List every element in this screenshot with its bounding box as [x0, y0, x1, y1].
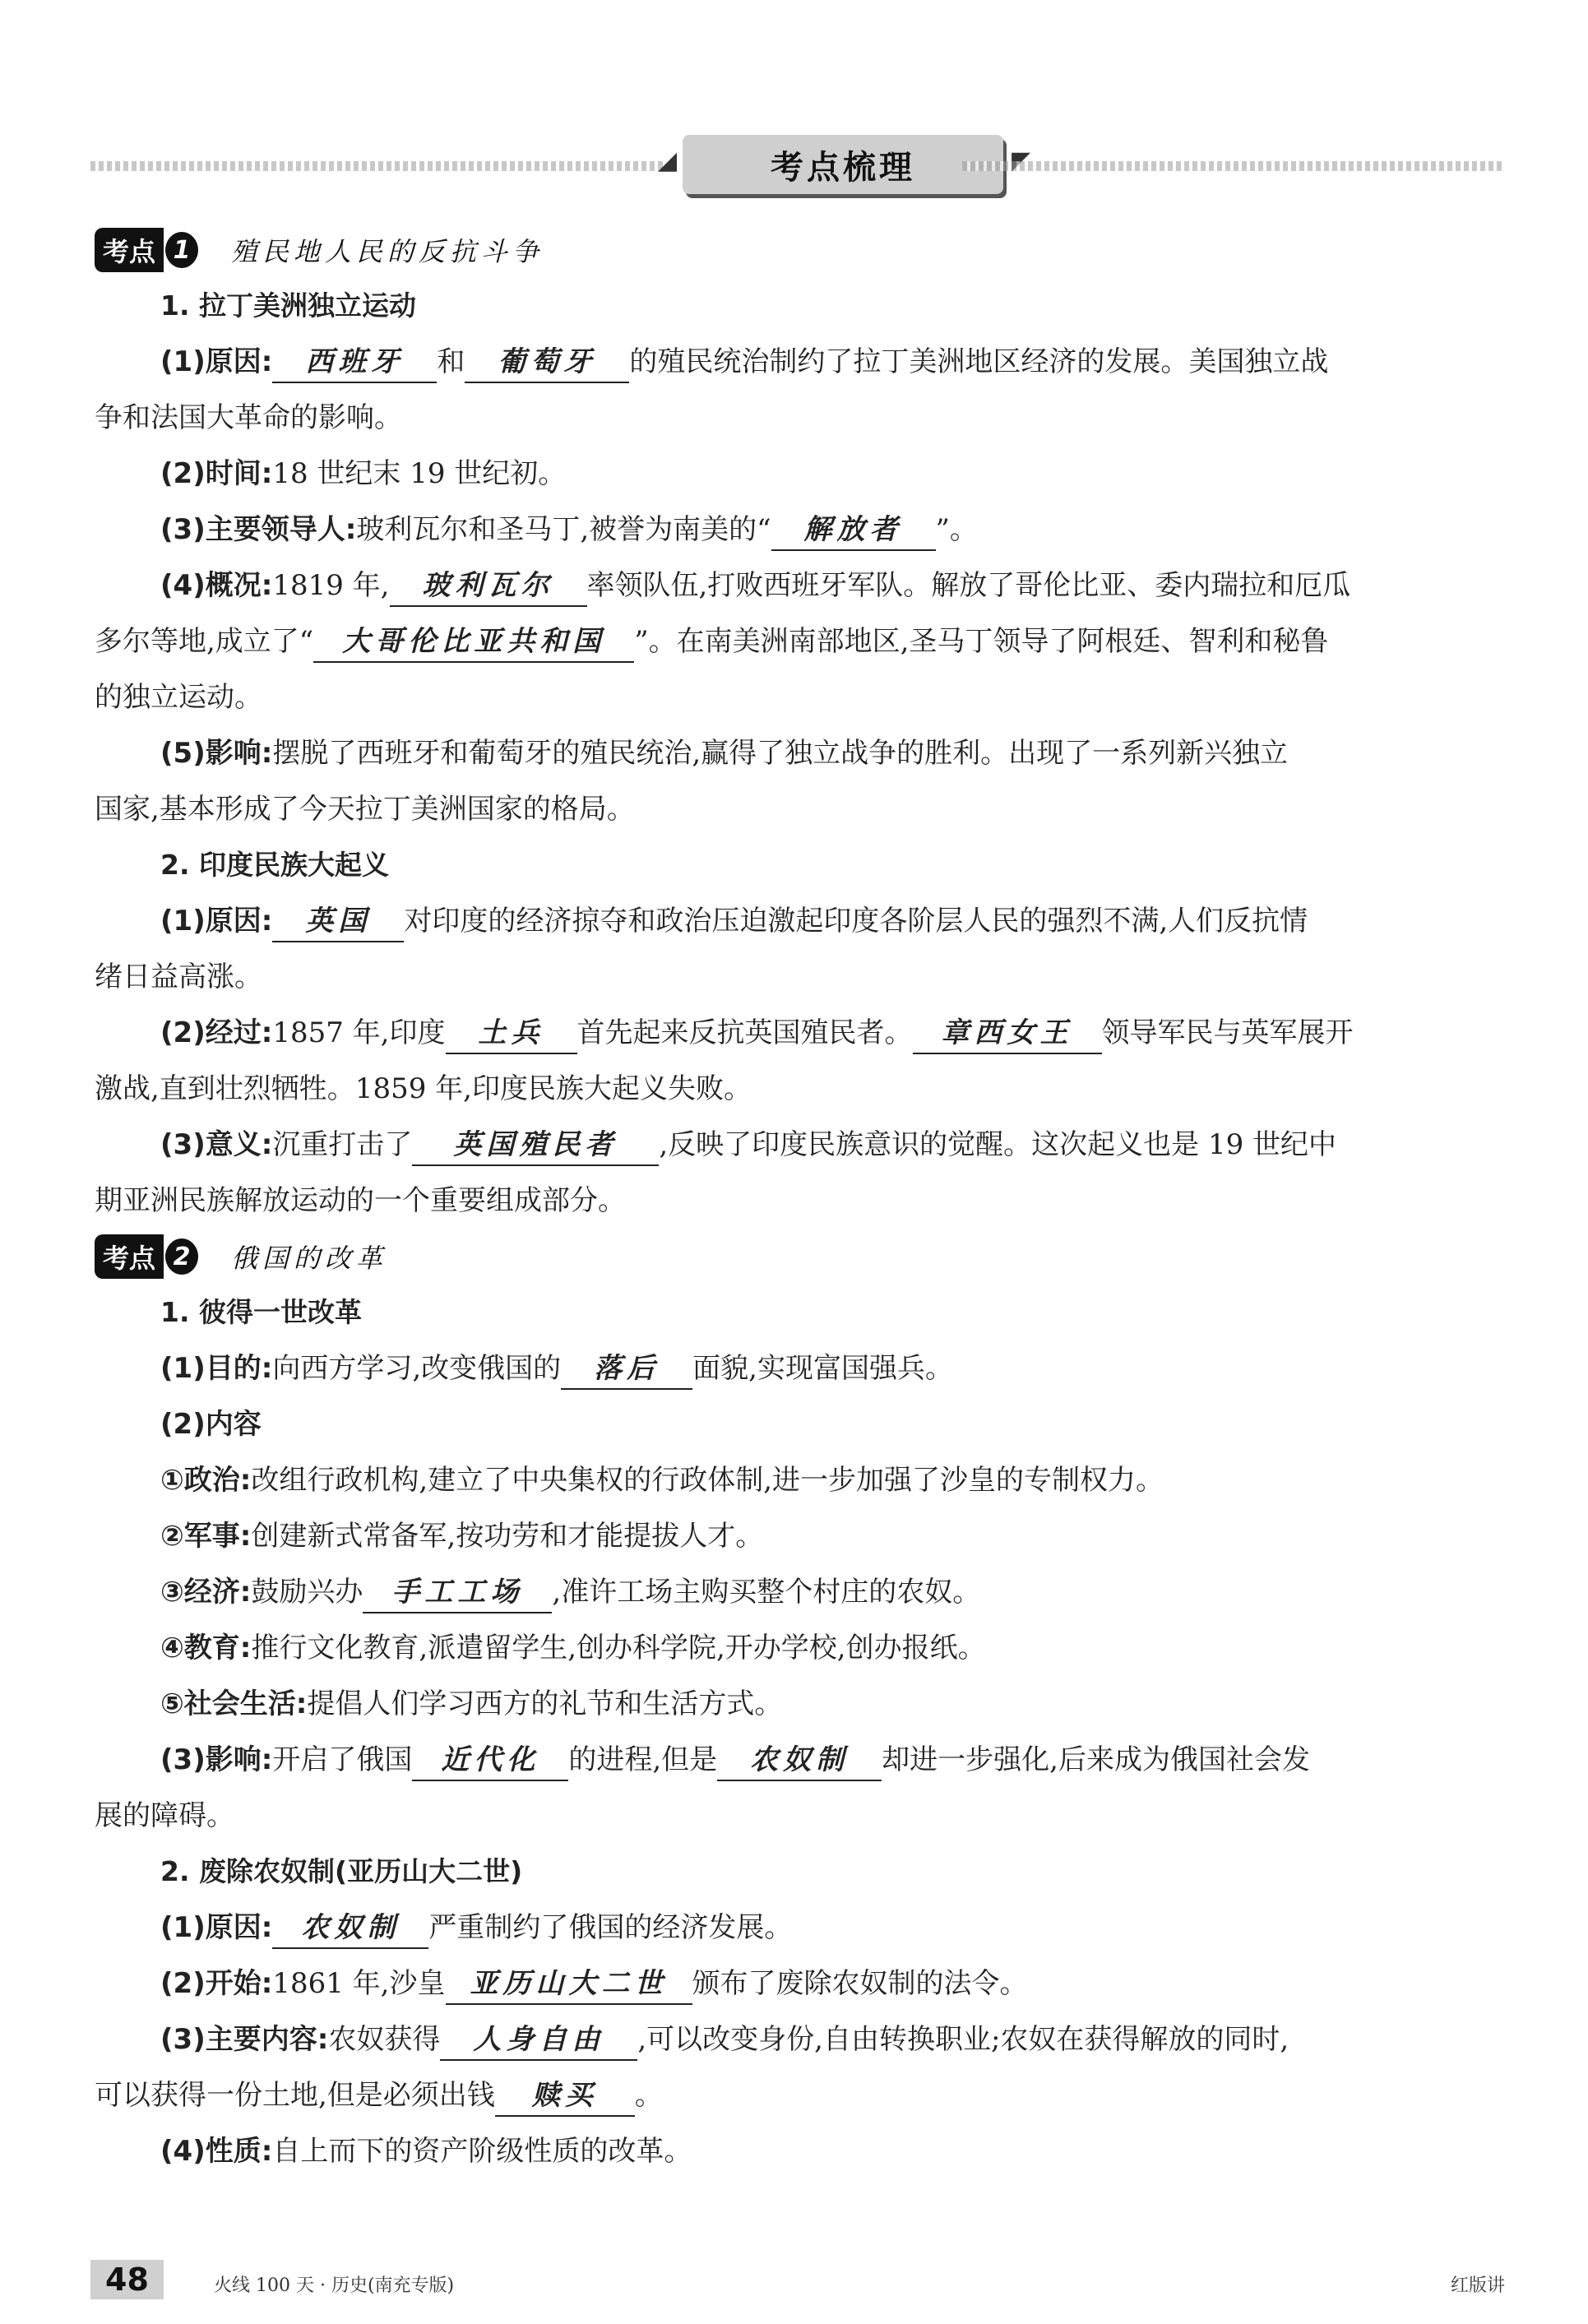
section-heading: 2. 印度民族大起义 — [160, 849, 389, 881]
text-line: 争和法国大革命的影响。 — [95, 401, 402, 434]
text-line: (1)原因: 英国 对印度的经济掠夺和政治压迫激起印度各阶层人民的强烈不满,人们反抗情 — [95, 893, 1509, 949]
text-line: 激战,直到壮烈牺牲。1859 年,印度民族大起义失败。 — [95, 1072, 752, 1105]
text-line: (2)内容 — [160, 1408, 262, 1441]
section-heading: 1. 彼得一世改革 — [160, 1296, 362, 1328]
answer-blank: 英国殖民者 — [412, 1125, 659, 1166]
decoration-icon: ◢ — [658, 146, 678, 175]
page-footer — [90, 2260, 1505, 2301]
text-line: ④教育:推行文化教育,派遣留学生,创办科学院,开办学校,创办报纸。 — [160, 1632, 986, 1664]
text-line: (2)时间:18 世纪末 19 世纪初。 — [160, 457, 567, 490]
answer-blank: 人身自由 — [440, 2020, 637, 2061]
page-number: 48 — [90, 2260, 164, 2299]
text-line: (2)开始:1861 年,沙皇 亚历山大二世 颁布了废除农奴制的法令。 — [95, 1956, 1509, 2012]
answer-blank: 章西女王 — [913, 1013, 1102, 1054]
section-header — [90, 132, 1505, 197]
text-line: 国家,基本形成了今天拉丁美洲国家的格局。 — [95, 793, 635, 826]
text-line: ②军事:创建新式常备军,按功劳和才能提拔人才。 — [160, 1520, 764, 1553]
text-line: 展的障碍。 — [95, 1799, 234, 1832]
kaodian-title: 殖民地人民的反抗斗争 — [231, 236, 544, 267]
text-line: (2)经过:1857 年,印度 土兵 首先起来反抗英国殖民者。 章西女王 领导军民与英军展开 — [95, 1005, 1509, 1061]
book-title: 火线 100 天 · 历史(南充专版) — [214, 2275, 455, 2296]
text-line: ①政治:改组行政机构,建立了中央集权的行政体制,进一步加强了沙皇的专制权力。 — [160, 1464, 1164, 1497]
kaodian-title: 俄国的改革 — [231, 1243, 388, 1274]
text-line: (3)意义:沉重打击了 英国殖民者 ,反映了印度民族意识的觉醒。这次起义也是 19 世纪中 — [95, 1117, 1509, 1173]
text-line: (1)原因: 农奴制 严重制约了俄国的经济发展。 — [95, 1900, 1509, 1956]
answer-blank: 赎买 — [495, 2076, 635, 2117]
answer-blank: 农奴制 — [717, 1740, 882, 1781]
kaodian-badge: 考点 2 — [95, 1234, 198, 1279]
text-line: (5)影响:摆脱了西班牙和葡萄牙的殖民统治,赢得了独立战争的胜利。出现了一系列新兴独立 — [160, 737, 1289, 770]
text-line: 多尔等地,成立了“ 大哥伦比亚共和国 ”。在南美洲南部地区,圣马丁领导了阿根廷、智利和秘鲁 — [95, 613, 1509, 669]
text-line: (3)影响:开启了俄国 近代化 的进程,但是 农奴制 却进一步强化,后来成为俄国社会发 — [95, 1732, 1509, 1788]
kaodian-1-header — [95, 225, 1509, 275]
section-heading: 1. 拉丁美洲独立运动 — [160, 289, 416, 322]
text-line: (1)目的:向西方学习,改变俄国的 落后 面貌,实现富国强兵。 — [95, 1340, 1509, 1396]
text-line: (3)主要内容:农奴获得 人身自由 ,可以改变身份,自由转换职业;农奴在获得解放的同时, — [95, 2012, 1509, 2067]
section-heading: 2. 废除农奴制(亚历山大二世) — [160, 1855, 523, 1887]
page-content — [95, 222, 1509, 2179]
footer-right-text: 红版讲 — [1450, 2275, 1505, 2296]
text-line: 可以获得一份土地,但是必须出钱 赎买 。 — [95, 2067, 1509, 2123]
text-line: ③经济:鼓励兴办 手工工场 ,准许工场主购买整个村庄的农奴。 — [95, 1564, 1509, 1620]
text-line: (3)主要领导人:玻利瓦尔和圣马丁,被誉为南美的“ 解放者 ”。 — [95, 502, 1509, 558]
answer-blank: 土兵 — [446, 1013, 577, 1054]
answer-blank: 葡萄牙 — [465, 342, 629, 383]
wavy-rule-left — [90, 161, 666, 171]
text-line: (1)原因: 西班牙 和 葡萄牙 的殖民统治制约了拉丁美洲地区经济的发展。美国独立战 — [95, 334, 1509, 390]
wavy-rule-right — [962, 161, 1505, 171]
answer-blank: 手工工场 — [363, 1572, 552, 1613]
answer-blank: 解放者 — [771, 510, 936, 551]
answer-blank: 西班牙 — [272, 342, 437, 383]
text-line: (4)性质:自上而下的资产阶级性质的改革。 — [160, 2135, 692, 2168]
kaodian-2-header — [95, 1232, 1509, 1281]
answer-blank: 农奴制 — [272, 1908, 428, 1949]
text-line: (4)概况:1819 年, 玻利瓦尔 率领队伍,打败西班牙军队。解放了哥伦比亚、委内瑞拉和厄瓜 — [95, 558, 1509, 613]
section-title: 考点梳理 — [683, 135, 1003, 194]
answer-blank: 英国 — [272, 901, 404, 942]
answer-blank: 大哥伦比亚共和国 — [313, 622, 634, 663]
text-line: 期亚洲民族解放运动的一个重要组成部分。 — [95, 1184, 626, 1217]
answer-blank: 亚历山大二世 — [446, 1964, 692, 2005]
kaodian-badge: 考点 1 — [95, 228, 198, 272]
text-line: 的独立运动。 — [95, 681, 262, 714]
text-line: ⑤社会生活:提倡人们学习西方的礼节和生活方式。 — [160, 1687, 783, 1720]
answer-blank: 落后 — [561, 1349, 692, 1390]
text-line: 绪日益高涨。 — [95, 961, 262, 993]
answer-blank: 玻利瓦尔 — [390, 566, 587, 607]
answer-blank: 近代化 — [412, 1740, 568, 1781]
